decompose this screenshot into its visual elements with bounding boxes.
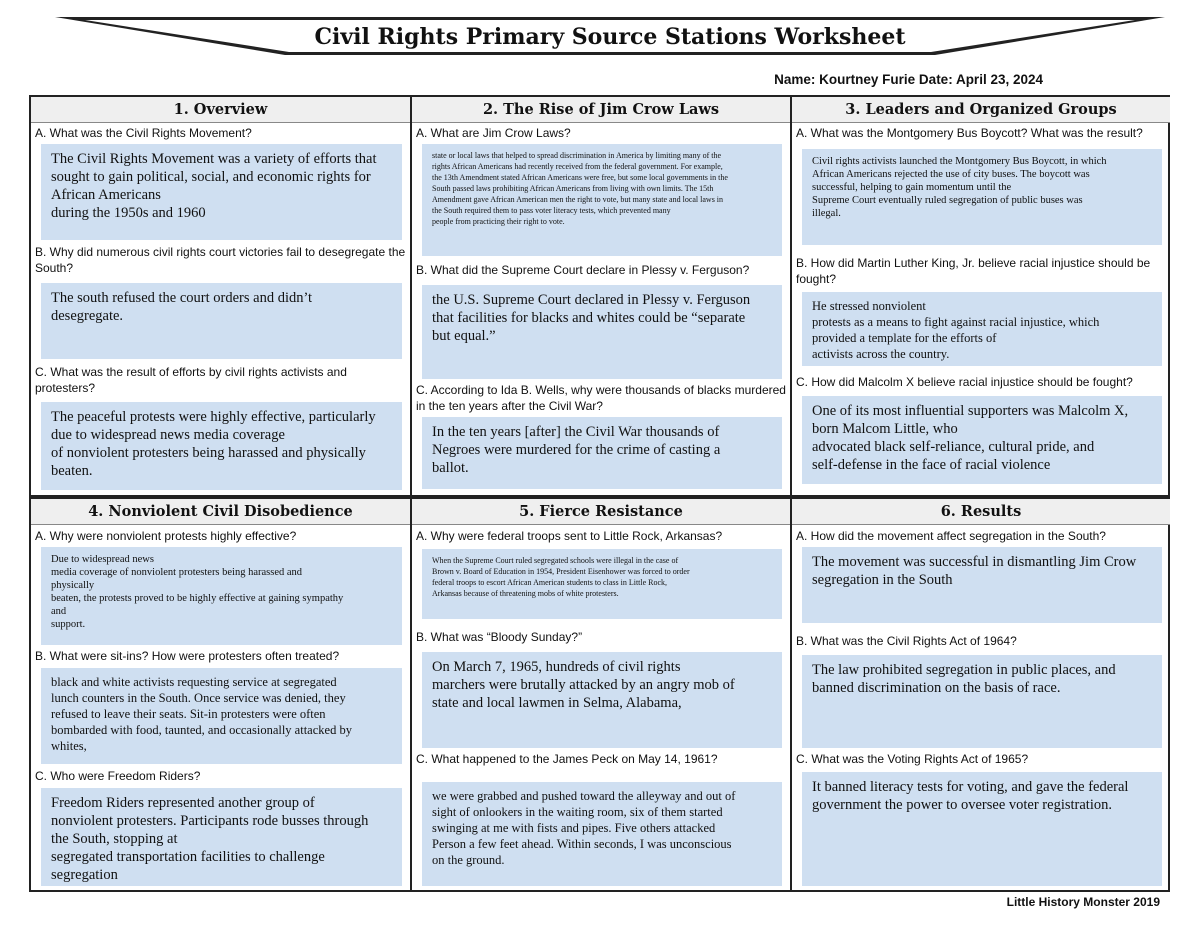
- worksheet-title: Civil Rights Primary Source Stations Worksheet: [314, 24, 906, 50]
- question-b: B. How did Martin Luther King, Jr. believe racial injustice should be fought?: [796, 256, 1151, 286]
- section-heading: 1. Overview: [31, 97, 410, 123]
- section-heading: 3. Leaders and Organized Groups: [792, 97, 1170, 123]
- answer-b[interactable]: [802, 292, 1162, 366]
- answer-a[interactable]: [41, 144, 402, 240]
- question-c: C. Who were Freedom Riders?: [35, 769, 201, 783]
- section-overview: [31, 97, 410, 495]
- answer-text: black and white activists requesting service at segregated lunch counters in the South. Once service was denied, they refused to leave their seats. Sit-in protesters were often bombarded with food, taunted, and occasionally attacked by whites,: [51, 675, 352, 753]
- answer-text: The Civil Rights Movement was a variety of efforts that sought to gain political, social, and economic rights for African Americans during the 1950s and 1960: [51, 151, 377, 221]
- answer-text: the U.S. Supreme Court declared in Plessy v. Ferguson that facilities for blacks and whites could be “separate but equal.”: [432, 292, 751, 344]
- question-a: A. What are Jim Crow Laws?: [416, 126, 571, 140]
- answer-text: Due to widespread news media coverage of nonviolent protesters being harassed and physically beaten, the protests proved to be highly effective at gaining sympathy and support.: [51, 554, 344, 630]
- answer-a[interactable]: [802, 547, 1162, 623]
- answer-c[interactable]: [802, 772, 1162, 886]
- question-c: C. What happened to the James Peck on May 14, 1961?: [416, 752, 718, 766]
- answer-c[interactable]: [41, 402, 402, 490]
- question-a: A. What was the Civil Rights Movement?: [35, 126, 252, 140]
- footer-credit: Little History Monster 2019: [1006, 895, 1160, 909]
- question-c: C. How did Malcolm X believe racial injustice should be fought?: [796, 375, 1133, 389]
- answer-text: The movement was successful in dismantling Jim Crow segregation in the South: [812, 554, 1137, 588]
- answer-text: Civil rights activists launched the Montgomery Bus Boycott, in which African Americans rejected the use of city buses. The boycott was successful, helping to gain momentum until the Supreme Court eventually ruled segregation of public buses was illegal.: [812, 156, 1107, 219]
- section-resistance: [412, 499, 790, 890]
- section-heading: 4. Nonviolent Civil Disobedience: [31, 499, 410, 525]
- answer-text: state or local laws that helped to spread discrimination in America by limiting many of the rights African Americans had recently received from the federal government. For example, the 13th Amendment stated African Americans were free, but some local governments in the South passed laws prohibiting African Americans from living with own limits. The 15th Amendment gave African American men the right to vote, but many state and local laws in the South required them to pass voter literacy tests, which prevented many people from practicing their right to vote.: [432, 151, 728, 226]
- answer-text: One of its most influential supporters was Malcolm X, born Malcom Little, who advocated black self-reliance, cultural pride, and self-defense in the face of racial violence: [812, 403, 1129, 473]
- answer-text: When the Supreme Court ruled segregated schools were illegal in the case of Brown v. Board of Education in 1954, President Eisenhower was forced to order federal troops to escort African American students to class in Little Rock, Arkansas because of threatening mobs of white protesters.: [432, 556, 690, 598]
- answer-text: He stressed nonviolent protests as a means to fight against racial injustice, which provided a template for the efforts of activists across the country.: [812, 299, 1100, 361]
- answer-text: On March 7, 1965, hundreds of civil rights marchers were brutally attacked by an angry mob of state and local lawmen in Selma, Alabama,: [432, 659, 735, 711]
- answer-text: Freedom Riders represented another group of nonviolent protesters. Participants rode busses through the South, stopping at segregated transportation facilities to challenge segregation: [51, 795, 369, 883]
- answer-a[interactable]: [422, 549, 782, 619]
- answer-text: It banned literacy tests for voting, and gave the federal government the power to oversee voter registration.: [812, 779, 1129, 813]
- answer-b[interactable]: [41, 668, 402, 764]
- answer-c[interactable]: [802, 396, 1162, 484]
- title-banner: [55, 17, 1165, 59]
- answer-c[interactable]: [41, 788, 402, 886]
- question-a: A. Why were federal troops sent to Little Rock, Arkansas?: [416, 529, 723, 543]
- question-a: A. How did the movement affect segregation in the South?: [796, 529, 1106, 543]
- section-heading: 5. Fierce Resistance: [412, 499, 790, 525]
- section-results: [792, 499, 1170, 890]
- question-c: C. According to Ida B. Wells, why were thousands of blacks murdered in the ten years after the Civil War?: [416, 383, 786, 413]
- answer-text: In the ten years [after] the Civil War thousands of Negroes were murdered for the crime of casting a ballot.: [432, 424, 721, 476]
- question-b: B. Why did numerous civil rights court victories fail to desegregate the South?: [35, 245, 406, 275]
- answer-text: The south refused the court orders and didn’t desegregate.: [51, 290, 313, 324]
- question-b: B. What was the Civil Rights Act of 1964?: [796, 634, 1017, 648]
- question-c: C. What was the result of efforts by civil rights activists and protesters?: [35, 365, 347, 395]
- answer-c[interactable]: [422, 417, 782, 489]
- question-b: B. What did the Supreme Court declare in Plessy v. Ferguson?: [416, 263, 750, 277]
- section-jim-crow: [412, 97, 790, 495]
- answer-c[interactable]: [422, 782, 782, 886]
- answer-b[interactable]: [422, 652, 782, 748]
- question-a: A. What was the Montgomery Bus Boycott? What was the result?: [796, 126, 1143, 140]
- answer-b[interactable]: [802, 655, 1162, 748]
- question-c: C. What was the Voting Rights Act of 1965?: [796, 752, 1029, 766]
- answer-text: The peaceful protests were highly effective, particularly due to widespread news media coverage of nonviolent protesters being harassed and physically beaten.: [51, 409, 376, 479]
- question-b: B. What was “Bloody Sunday?”: [416, 630, 583, 644]
- answer-a[interactable]: [422, 144, 782, 256]
- section-heading: 2. The Rise of Jim Crow Laws: [412, 97, 790, 123]
- question-b: B. What were sit-ins? How were protesters often treated?: [35, 649, 340, 663]
- answer-b[interactable]: [41, 283, 402, 359]
- section-heading: 6. Results: [792, 499, 1170, 525]
- answer-a[interactable]: [41, 547, 402, 645]
- name-date-line: Name: Kourtney Furie Date: April 23, 2024: [774, 72, 1043, 87]
- question-a: A. Why were nonviolent protests highly effective?: [35, 529, 297, 543]
- answer-text: we were grabbed and pushed toward the alleyway and out of sight of onlookers in the waiting room, six of them started swinging at me with fists and pipes. Five others attacked Person a few feet ahead. Within seconds, I was unconscious on the ground.: [432, 789, 736, 867]
- answer-b[interactable]: [422, 285, 782, 379]
- answer-a[interactable]: [802, 149, 1162, 245]
- section-nonviolent: [31, 499, 410, 890]
- answer-text: The law prohibited segregation in public places, and banned discrimination on the basis of race.: [812, 662, 1116, 696]
- worksheet-grid: [29, 95, 1170, 892]
- section-leaders: [792, 97, 1170, 495]
